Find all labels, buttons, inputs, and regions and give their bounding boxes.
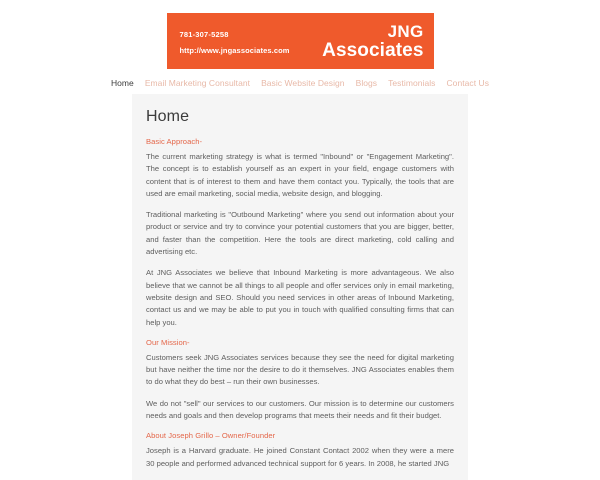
nav-item-contact-us[interactable]: Contact Us: [446, 78, 490, 88]
brand-name-line2: Associates: [322, 39, 424, 61]
paragraph-inbound-marketing: The current marketing strategy is what is termed "Inbound" or "Engagement Marketing". The concept is to establish yourself as an expert in your field, engage customers with content that is of interest to them and have them contact you. Typically, the tools that are used are email marketing, social media, website design, and blogging.: [146, 152, 454, 198]
website-url: http://www.jngassociates.com: [179, 45, 290, 55]
content-wrap: [0, 94, 600, 480]
nav-item-email-marketing-consultant[interactable]: Email Marketing Consultant: [144, 78, 251, 88]
section-heading-our-mission: Our Mission-: [146, 337, 190, 347]
banner-contact-info: [180, 28, 290, 55]
main-content-card: [132, 94, 468, 480]
paragraph-about-joseph: Joseph is a Harvard graduate. He joined Constant Contact 2002 when they were a mere 30 people and performed advanced technical support for 6 years. In 2008, he started JNG: [146, 446, 454, 468]
phone-number: 781-307-5258: [179, 29, 229, 39]
header-banner-wrap: [0, 0, 600, 69]
section-heading-about-owner: About Joseph Grillo – Owner/Founder: [146, 431, 276, 441]
nav-item-basic-website-design[interactable]: Basic Website Design: [261, 78, 345, 88]
nav-item-blogs[interactable]: Blogs: [355, 78, 378, 88]
brand-name: [290, 23, 426, 60]
paragraph-outbound-marketing: Traditional marketing is "Outbound Marketing" where you send out information about your product or service and try to convince your potential customers that you are bigger, better, and faster than the competition. Here the tools are direct marketing, cold calling and advertising etc.: [146, 210, 454, 257]
primary-navigation: [0, 69, 600, 94]
nav-item-home[interactable]: Home: [110, 78, 134, 88]
site-logo-banner: [167, 13, 434, 69]
brand-name-line1: JNG: [387, 21, 424, 41]
page-title: Home: [146, 108, 190, 125]
nav-item-testimonials[interactable]: Testimonials: [388, 78, 436, 88]
paragraph-jng-beliefs: At JNG Associates we believe that Inbound Marketing is more advantageous. We also believe that we cannot be all things to all people and offer services only in email marketing, website design and SEO. Should you need services in other areas of Inbound Marketing, contact us and we may be able to put you in touch with qualified consulting firms that can help you.: [146, 268, 454, 327]
paragraph-customers-seek: Customers seek JNG Associates services because they see the need for digital marketing but have neither the time nor the desire to do it themselves. JNG Associates enables them to do what they do best – run their own businesses.: [146, 352, 454, 387]
paragraph-mission-statement: We do not "sell" our services to our customers. Our mission is to determine our customers needs and goals and then develop programs that meets their needs and fit their budget.: [146, 398, 454, 421]
section-heading-basic-approach: Basic Approach-: [146, 137, 203, 146]
